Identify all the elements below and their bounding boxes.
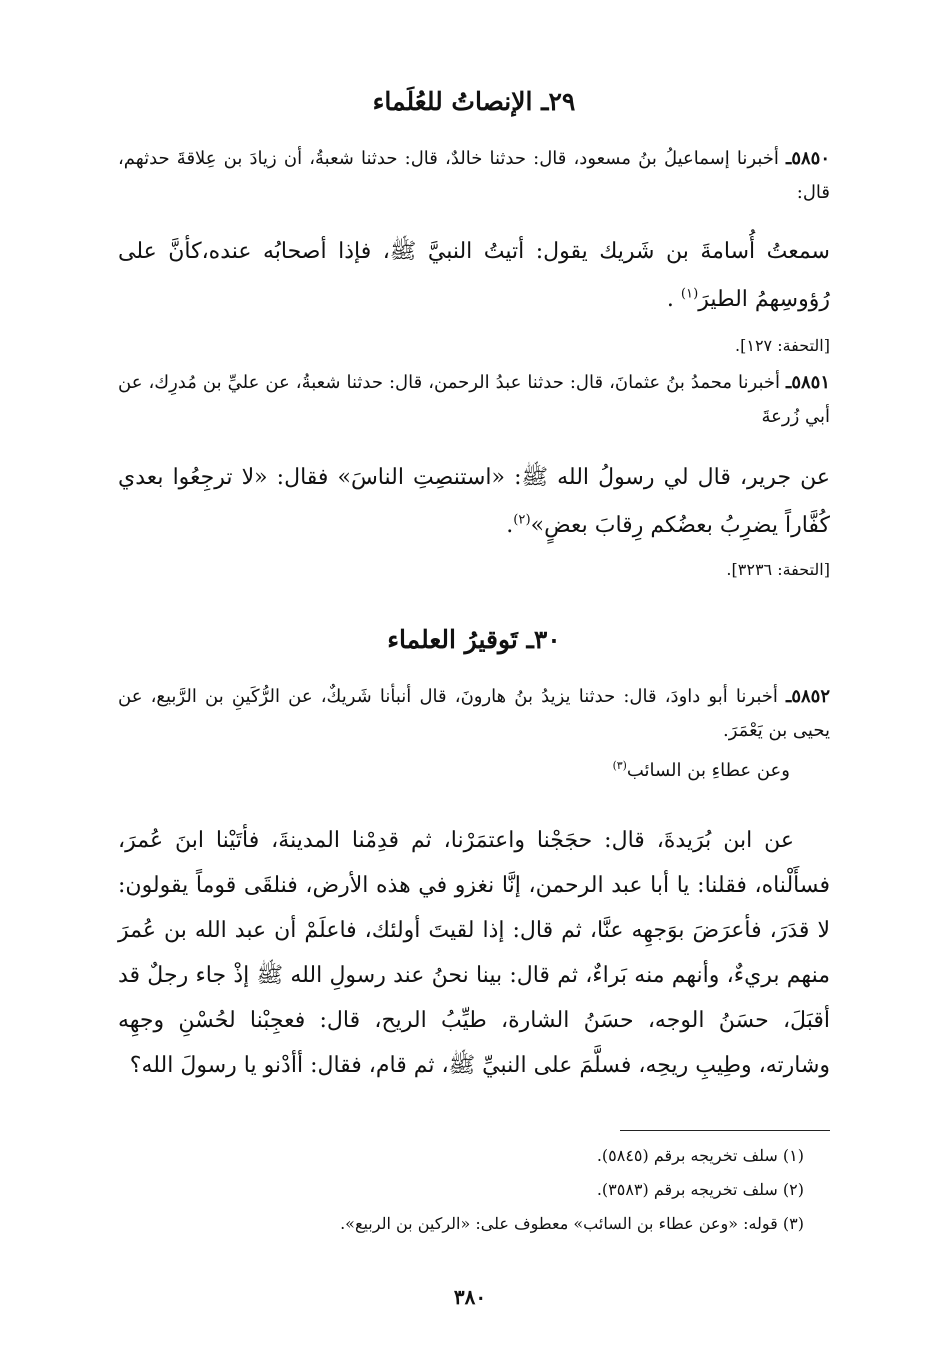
hadith-5851-isnad [118,366,830,438]
matn-text: عن جرير، قال لي رسولُ الله ﷺ: «استنصِتِ الناسَ» فقال: «لا ترجِعُوا بعدي كُفَّاراً يضرِبُ بعضُكم رِقابَ بعضٍ» [118,465,830,538]
hadith-5850-source: [التحفة: ١٢٧]. [735,336,830,355]
isnad-text: أخبرنا أبو داودَ، قال: حدثنا يزيدُ بنُ هارونَ، قال أنبأنا شَريكٌ، عن الرُّكَينِ بن الرَّبيع، عن يحيى بن يَعْمَرَ. [118,686,830,741]
matn-end: . [666,287,681,312]
hadith-number: ٥٨٥٢ـ [786,686,830,707]
hadith-number: ٥٨٥٠ـ [786,148,830,169]
hadith-number: ٥٨٥١ـ [786,372,830,393]
chapter-heading-30: ٣٠ـ تَوقيرُ العلماء [387,625,561,654]
hadith-5851-source: [التحفة: ٣٢٣٦]. [726,560,830,579]
chapter-heading-29: ٢٩ـ الإنصاتُ للعُلَماء [372,87,576,116]
hadith-5852-isnad-2 [118,754,830,788]
footnote-reference: (٣) [612,759,627,772]
matn-end: . [506,513,514,538]
isnad-text: أخبرنا إسماعيلُ بنُ مسعود، قال: حدثنا خالدٌ، قال: حدثنا شعبةُ، أن زيادَ بن عِلاقةَ حدثهم، قال: [118,148,830,203]
footnote-3: (٣) قوله: «وعن عطاء بن السائب» معطوف على: «الركين بن الربيع». [340,1214,804,1233]
footnote-1: (١) سلف تخريجه برقم (٥٨٤٥). [596,1146,804,1165]
hadith-5850-matn [118,228,830,328]
hadith-5852-matn: عن ابن بُرَيدةَ، قال: حجَجْنا واعتمَرْنا، ثم قدِمْنا المدينةَ، فأتَيْنا ابنَ عُمرَ، فسأَلْناه، فقلنا: يا أبا عبد الرحمن، إنَّا نغزو في هذه الأرض، فنلقَى قوماً يقولون: لا قدَرَ، فأعرَضَ بوَجهِه عنَّا، ثم قال: إذا لقيتَ أولئك، فاعلَمْ أن عبد الله بن عُمرَ منهم بريءٌ، وأنهم منه بَراءٌ، ثم قال: بينا نحنُ عند رسولِ الله ﷺ إذْ جاء رجلٌ قد أقبَلَ، حسَنُ الوجه، حسَنُ الشارة، طيِّبُ الريح، قال: فعجِبْنا لحُسْنِ وجهِه وشارته، وطِيبِ ريحِه، فسلَّمَ على النبيِّ ﷺ، ثم قام، فقال: أأدْنو يا رسولَ الله؟ [118,828,830,1078]
hadith-5851-matn [118,454,830,554]
footnote-reference: (١) [680,286,699,302]
footnote-reference: (٢) [513,512,531,528]
matn-text: سمعتُ أُسامةَ بن شَريك يقول: أتيتُ النبيَّ ﷺ، فإذا أصحابُه عنده،كأنَّ على رُؤوسِهمُ الطيرَ [118,239,830,312]
hadith-5852-isnad [118,680,830,752]
isnad-text-2: وعن عطاءِ بن السائب [626,760,790,781]
hadith-5850-isnad [118,142,830,214]
isnad-text: أخبرنا محمدُ بنُ عثمانَ، قال: حدثنا عبدُ الرحمن، قال: حدثنا شعبةُ، عن عليِّ بن مُدرِك، عن أبي زُرعةَ [118,372,830,427]
footnote-divider [620,1130,830,1131]
page-number: ٣٨٠ [453,1285,487,1309]
footnote-2: (٢) سلف تخريجه برقم (٣٥٨٣). [596,1180,804,1199]
